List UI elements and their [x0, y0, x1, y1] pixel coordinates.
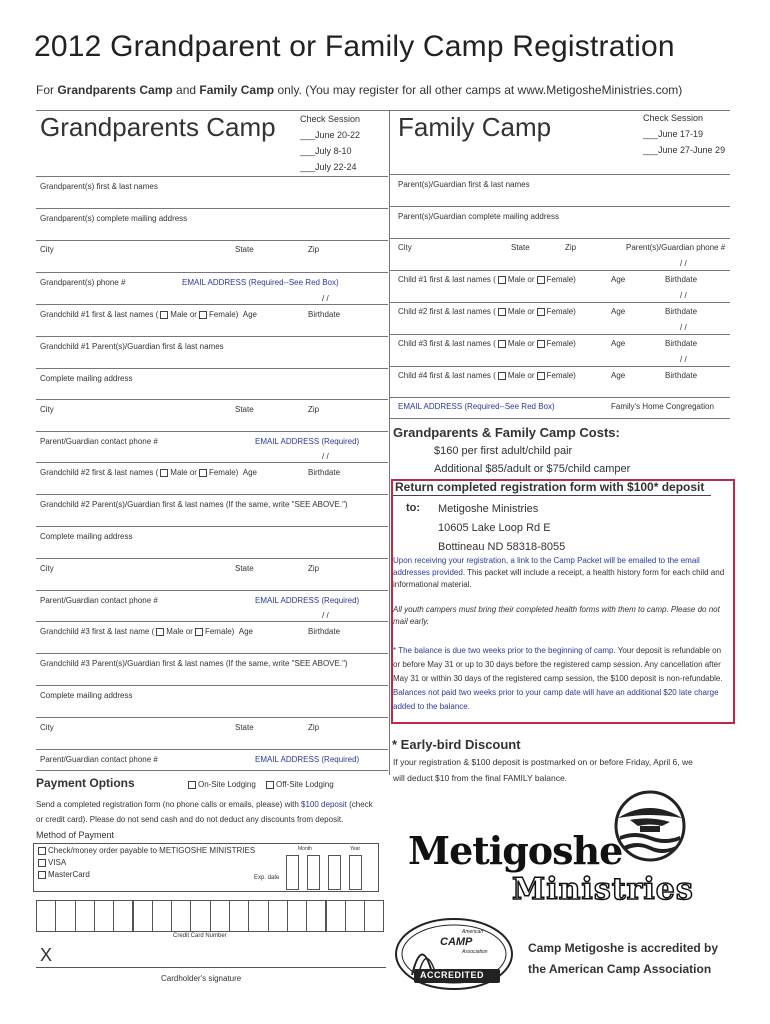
gc3-email-label: EMAIL ADDRESS (Required)	[255, 755, 360, 764]
rule	[36, 749, 388, 750]
exp-year-digit-2[interactable]	[349, 855, 362, 890]
logo-wordmark-metigoshe: Metigoshe	[408, 828, 623, 873]
gc3-parent-label: Grandchild #3 Parent(s)/Guardian first & last names (If the same, write "SEE ABOVE.")	[40, 659, 348, 668]
rule	[390, 366, 730, 367]
credit-card-digit-box[interactable]	[268, 900, 288, 932]
aca-association-text: Association	[462, 949, 488, 955]
child4-birthdate-label: Birthdate	[665, 371, 698, 380]
payment-mastercard-option[interactable]: MasterCard	[36, 870, 90, 879]
credit-card-digit-box[interactable]	[113, 900, 133, 932]
rule	[390, 397, 730, 398]
rule	[390, 238, 730, 239]
gp-city-label: City	[40, 245, 54, 254]
aca-accredited-text: ACCREDITED	[420, 970, 485, 980]
cost-line-1: $160 per first adult/child pair	[434, 445, 573, 457]
send-instructions-2: or credit card). Please do not send cash and do not deduct any discounts from deposit.	[36, 815, 344, 824]
credit-card-digit-box[interactable]	[287, 900, 307, 932]
aca-camp-text: CAMP	[440, 936, 473, 948]
female-checkbox[interactable]	[195, 628, 203, 636]
gc1-state-label: State	[235, 405, 254, 414]
payment-options-heading: Payment Options	[36, 776, 135, 790]
exp-month-digit-2[interactable]	[307, 855, 320, 890]
gp-names-label: Grandparent(s) first & last names	[40, 182, 158, 191]
exp-month-digit-1[interactable]	[286, 855, 299, 890]
fc-congregation-label: Family's Home Congregation	[611, 402, 714, 411]
rule	[36, 526, 388, 527]
fc-phone-label: Parent(s)/Guardian phone #	[626, 243, 726, 252]
gc2-email-label: EMAIL ADDRESS (Required)	[255, 596, 360, 605]
gp-mailing-label: Grandparent(s) complete mailing address	[40, 214, 188, 223]
gc2-state-label: State	[235, 564, 254, 573]
rule	[36, 494, 388, 495]
aca-text-2: the American Camp Association	[528, 962, 712, 976]
payment-visa-option[interactable]: VISA	[36, 858, 66, 867]
fc-session-2[interactable]: ___June 27-June 29	[643, 145, 726, 155]
page-subtitle: For Grandparents Camp and Family Camp only. (You may register for all other camps at www.MetigosheMinistries.com)	[36, 83, 683, 97]
fc-email-label: EMAIL ADDRESS (Required--See Red Box)	[398, 402, 555, 411]
send-instructions-1: Send a completed registration form (no phone calls or emails, please) with $100 deposit (check	[36, 800, 373, 809]
rule	[36, 770, 388, 771]
page-title: 2012 Grandparent or Family Camp Registration	[34, 30, 675, 63]
gp-session-3[interactable]: ___July 22-24	[300, 162, 357, 172]
credit-card-digit-box[interactable]	[152, 900, 172, 932]
gc3-state-label: State	[235, 723, 254, 732]
month-label: Month	[298, 846, 312, 852]
gc3-label: Grandchild #3 first & last name ( Male or Female) Age	[40, 627, 253, 636]
fc-state-label: State	[511, 243, 530, 252]
rule	[36, 653, 388, 654]
rule	[393, 495, 711, 496]
gc2-city-label: City	[40, 564, 54, 573]
return-address-1: Metigoshe Ministries	[438, 503, 539, 515]
visa-checkbox[interactable]	[38, 859, 46, 867]
gc1-parent-label: Grandchild #1 Parent(s)/Guardian first & last names	[40, 342, 224, 351]
rule	[36, 621, 388, 622]
child2-age-label: Age	[611, 307, 626, 316]
female-checkbox[interactable]	[537, 308, 545, 316]
exp-year-digit-1[interactable]	[328, 855, 341, 890]
child1-age-label: Age	[611, 275, 626, 284]
payment-check-option[interactable]: Check/money order payable to METIGOSHE MINISTRIES	[36, 846, 255, 855]
male-checkbox[interactable]	[160, 469, 168, 477]
date-slashes: / /	[680, 323, 687, 332]
costs-heading: Grandparents & Family Camp Costs:	[393, 425, 620, 440]
rule	[36, 272, 388, 273]
rule	[36, 208, 388, 209]
credit-card-digit-box[interactable]	[345, 900, 365, 932]
exp-date-label: Exp. date	[254, 875, 280, 881]
rule	[36, 431, 388, 432]
offsite-lodging-option[interactable]: Off-Site Lodging	[264, 780, 334, 789]
fc-city-label: City	[398, 243, 412, 252]
early-bird-text-2: will deduct $10 from the final FAMILY balance.	[393, 773, 568, 783]
method-of-payment-label: Method of Payment	[36, 830, 115, 840]
rule	[36, 558, 388, 559]
credit-card-digit-box[interactable]	[55, 900, 75, 932]
gc1-label: Grandchild #1 first & last names ( Male or Female) Age	[40, 310, 257, 319]
male-checkbox[interactable]	[498, 308, 506, 316]
rule	[36, 336, 388, 337]
offsite-checkbox[interactable]	[266, 781, 274, 789]
fc-mailing-label: Parent(s)/Guardian complete mailing address	[398, 212, 559, 221]
fc-zip-label: Zip	[565, 243, 577, 252]
gc2-pg-phone-label: Parent/Guardian contact phone #	[40, 596, 158, 605]
rule	[36, 717, 388, 718]
female-checkbox[interactable]	[537, 372, 545, 380]
grandparents-camp-heading: Grandparents Camp	[40, 112, 276, 142]
credit-card-digit-box[interactable]	[133, 900, 153, 932]
credit-card-digit-box[interactable]	[190, 900, 210, 932]
credit-card-digit-box[interactable]	[210, 900, 230, 932]
rule	[390, 270, 730, 271]
date-slashes: / /	[322, 611, 329, 620]
rule	[36, 304, 388, 305]
gc2-label: Grandchild #2 first & last names ( Male or Female) Age	[40, 468, 257, 477]
gp-session-2[interactable]: ___July 8-10	[300, 146, 352, 156]
gc2-parent-label: Grandchild #2 Parent(s)/Guardian first & last names (If the same, write "SEE ABOVE.")	[40, 500, 348, 509]
return-address-2: 10605 Lake Loop Rd E	[438, 522, 551, 534]
fc-names-label: Parent(s)/Guardian first & last names	[398, 180, 530, 189]
gc2-birthdate-label: Birthdate	[308, 468, 341, 477]
gc1-mailing-label: Complete mailing address	[40, 374, 133, 383]
return-heading: Return completed registration form with $100* deposit	[395, 480, 705, 494]
rule	[36, 462, 388, 463]
gc3-mailing-label: Complete mailing address	[40, 691, 133, 700]
check-checkbox[interactable]	[38, 847, 46, 855]
gp-phone-label: Grandparent(s) phone #	[40, 278, 126, 287]
gp-check-session-label: Check Session	[300, 114, 361, 124]
rule	[390, 174, 730, 175]
onsite-checkbox[interactable]	[188, 781, 196, 789]
rule	[36, 590, 388, 591]
gp-email-label: EMAIL ADDRESS (Required--See Red Box)	[182, 278, 339, 287]
credit-card-digit-box[interactable]	[364, 900, 384, 932]
gc1-pg-phone-label: Parent/Guardian contact phone #	[40, 437, 158, 446]
credit-card-digit-box[interactable]	[229, 900, 249, 932]
male-checkbox[interactable]	[156, 628, 164, 636]
gp-session-1[interactable]: ___June 20-22	[300, 130, 361, 140]
gp-state-label: State	[235, 245, 254, 254]
rule	[36, 399, 388, 400]
gc1-birthdate-label: Birthdate	[308, 310, 341, 319]
logo-wordmark-ministries: Ministries	[512, 872, 694, 907]
credit-card-digit-box[interactable]	[94, 900, 114, 932]
female-checkbox[interactable]	[199, 311, 207, 319]
credit-card-digit-box[interactable]	[326, 900, 346, 932]
gc3-pg-phone-label: Parent/Guardian contact phone #	[40, 755, 158, 764]
aca-text-1: Camp Metigoshe is accredited by	[528, 941, 719, 955]
gp-zip-label: Zip	[308, 245, 320, 254]
early-bird-heading: * Early-bird Discount	[392, 737, 521, 752]
return-to-label: to:	[406, 502, 421, 514]
mastercard-checkbox[interactable]	[38, 871, 46, 879]
family-camp-heading: Family Camp	[398, 112, 552, 142]
signature-line[interactable]	[36, 967, 386, 968]
signature-x: X	[40, 945, 53, 965]
gc1-city-label: City	[40, 405, 54, 414]
rule	[390, 206, 730, 207]
aca-accredited-badge-icon	[392, 915, 516, 993]
year-label: Year	[350, 846, 361, 852]
balance-note: * The balance is due two weeks prior to the beginning of camp. Your deposit is refundable on or before May 31 or up to 30 days before the registered camp session. Any cancellation after May 31 or within 30 days of the registered camp session, the $100 deposit is non-refundable. Balances not paid two weeks prior to your camp date will have an additional $20 late charge added to the balance.	[393, 646, 723, 711]
date-slashes: / /	[680, 259, 687, 268]
rule	[36, 368, 388, 369]
child3-label: Child #3 first & last names ( Male or Female)	[398, 339, 576, 348]
gc3-birthdate-label: Birthdate	[308, 627, 341, 636]
date-slashes: / /	[322, 452, 329, 461]
camp-packet-note: Upon receiving your registration, a link to the Camp Packet will be emailed to the email addresses provided. This packet will include a receipt, a health history form for each child and informational material.	[393, 556, 725, 589]
health-forms-note: All youth campers must bring their completed health forms with them to camp. Please do not mail early.	[393, 605, 720, 626]
gc3-zip-label: Zip	[308, 723, 320, 732]
early-bird-text-1: If your registration & $100 deposit is postmarked on or before Friday, April 6, we	[393, 757, 693, 767]
child1-label: Child #1 first & last names ( Male or Female)	[398, 275, 576, 284]
cost-line-2: Additional $85/adult or $75/child camper	[434, 463, 631, 475]
female-checkbox[interactable]	[199, 469, 207, 477]
male-checkbox[interactable]	[498, 340, 506, 348]
date-slashes: / /	[680, 355, 687, 364]
child4-label: Child #4 first & last names ( Male or Female)	[398, 371, 576, 380]
child2-birthdate-label: Birthdate	[665, 307, 698, 316]
child3-age-label: Age	[611, 339, 626, 348]
female-checkbox[interactable]	[537, 276, 545, 284]
column-divider	[389, 110, 390, 775]
credit-card-digit-box[interactable]	[36, 900, 56, 932]
child4-age-label: Age	[611, 371, 626, 380]
male-checkbox[interactable]	[160, 311, 168, 319]
gc1-email-label: EMAIL ADDRESS (Required)	[255, 437, 360, 446]
top-rule	[36, 110, 730, 111]
credit-card-number-label: Credit Card Number	[173, 933, 227, 939]
fc-session-1[interactable]: ___June 17-19	[643, 129, 704, 139]
credit-card-digit-box[interactable]	[75, 900, 95, 932]
male-checkbox[interactable]	[498, 276, 506, 284]
gc2-zip-label: Zip	[308, 564, 320, 573]
child1-birthdate-label: Birthdate	[665, 275, 698, 284]
rule	[390, 418, 730, 419]
rule	[36, 176, 388, 177]
aca-american-text: American	[462, 929, 484, 935]
credit-card-digit-box[interactable]	[248, 900, 268, 932]
rule	[36, 685, 388, 686]
female-checkbox[interactable]	[537, 340, 545, 348]
credit-card-digit-box[interactable]	[306, 900, 326, 932]
rule	[36, 240, 388, 241]
return-address-3: Bottineau ND 58318-8055	[438, 541, 566, 553]
rule	[390, 334, 730, 335]
child2-label: Child #2 first & last names ( Male or Female)	[398, 307, 576, 316]
male-checkbox[interactable]	[498, 372, 506, 380]
date-slashes: / /	[680, 291, 687, 300]
gc1-zip-label: Zip	[308, 405, 320, 414]
credit-card-digit-box[interactable]	[171, 900, 191, 932]
gc3-city-label: City	[40, 723, 54, 732]
onsite-lodging-option[interactable]: On-Site Lodging	[186, 780, 256, 789]
gc2-mailing-label: Complete mailing address	[40, 532, 133, 541]
fc-check-session-label: Check Session	[643, 113, 704, 123]
date-slashes: / /	[322, 294, 329, 303]
signature-label: Cardholder's signature	[161, 974, 242, 983]
rule	[390, 302, 730, 303]
child3-birthdate-label: Birthdate	[665, 339, 698, 348]
